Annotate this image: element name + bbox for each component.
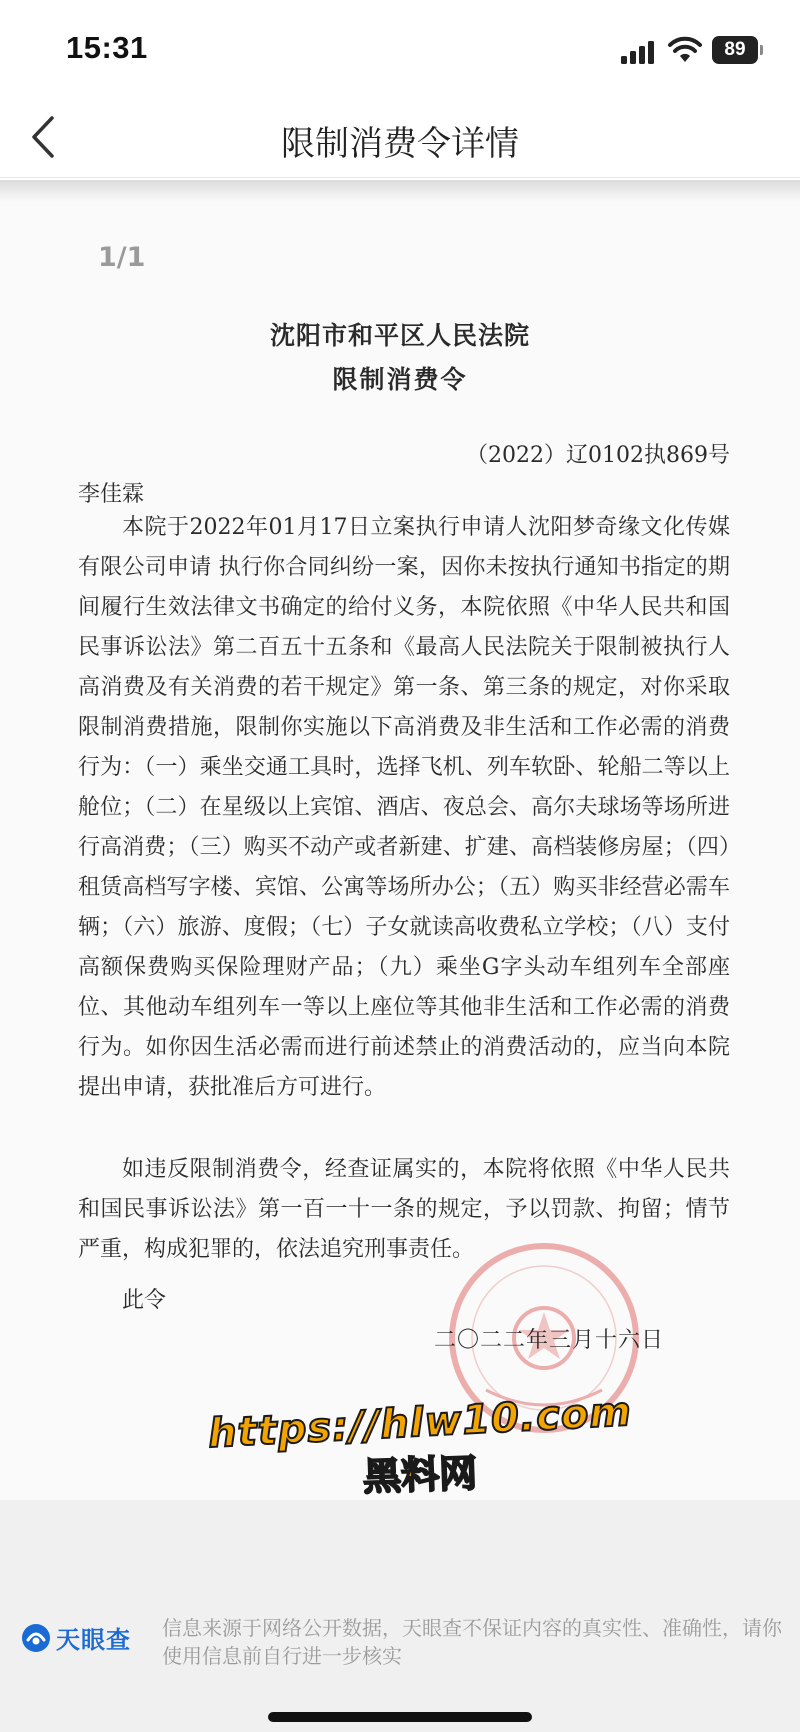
court-name: 沈阳市和平区人民法院 <box>269 321 530 350</box>
order-paragraph-restrictions: 本院于2022年01月17日立案执行申请人沈阳梦奇缘文化传媒有限公司申请 执行你合同纠纷一案，因你未按执行通知书指定的期间履行生效法律文书确定的给付义务，本院依照《中华人民共和国民事诉讼法》第二百五十五条和《最高人民法院关于限制被执行人高消费及有关消费的若干规定》第一条、第三条的规定，对你采取限制消费措施，限制你实施以下高消费及非生活和工作必需的消费行为：（一）乘坐交通工具时，选择飞机、列车软卧、轮船二等以上舱位；（二）在星级以上宾馆、酒店、夜总会、高尔夫球场等场所进行高消费；（三）购买不动产或者新建、扩建、高档装修房屋；（四）租赁高档写字楼、宾馆、公寓等场所办公；（五）购买非经营必需车辆；（六）旅游、度假；（七）子女就读高收费私立学校；（八）支付高额保费购买保险理财产品；（九）乘坐G字头动车组列车全部座位、其他动车组列车一等以上座位等其他非生活和工作必需的消费行为。如你因生活必需而进行前述禁止的消费活动的，应当向本院提出申请，获批准后方可进行。 <box>78 515 730 1100</box>
order-paragraph-penalty: 如违反限制消费令，经查证属实的，本院将依照《中华人民共和国民事诉讼法》第一百一十一条的规定，予以罚款、拘留；情节严重，构成犯罪的，依法追究刑事责任。 <box>78 1157 730 1262</box>
document-date: 二〇二二年三月十六日 <box>434 1328 665 1353</box>
status-time: 15:31 <box>66 30 148 65</box>
data-disclaimer: 信息来源于网络公开数据，天眼查不保证内容的真实性、准确性，请你使用信息前自行进一步核实 <box>162 1616 782 1668</box>
cellular-signal-icon <box>620 40 656 64</box>
status-bar <box>0 0 800 100</box>
wifi-icon <box>668 36 702 64</box>
document-viewer[interactable] <box>0 180 800 1500</box>
case-number: （2022）辽0102执869号 <box>466 443 730 468</box>
closing-phrase: 此令 <box>122 1288 167 1313</box>
document-shadow <box>0 180 800 202</box>
tianyancha-logo <box>20 1620 131 1655</box>
watermark-name: 黑料网 <box>362 1451 478 1499</box>
watermark <box>0 1388 800 1499</box>
logo-text: 天眼查 <box>56 1626 131 1654</box>
footer <box>0 1500 800 1732</box>
page-title: 限制消费令详情 <box>281 124 519 164</box>
tianyancha-logo-icon <box>20 1622 52 1654</box>
battery-level: 89 <box>724 39 746 60</box>
page-indicator: 1/1 <box>98 242 146 273</box>
addressee: 李佳霖 <box>78 482 145 507</box>
order-title: 限制消费令 <box>332 365 468 394</box>
watermark-url: https://hlw10.com <box>206 1388 634 1458</box>
battery-icon <box>712 36 758 64</box>
home-indicator[interactable] <box>268 1712 532 1722</box>
navigation-bar <box>0 100 800 178</box>
